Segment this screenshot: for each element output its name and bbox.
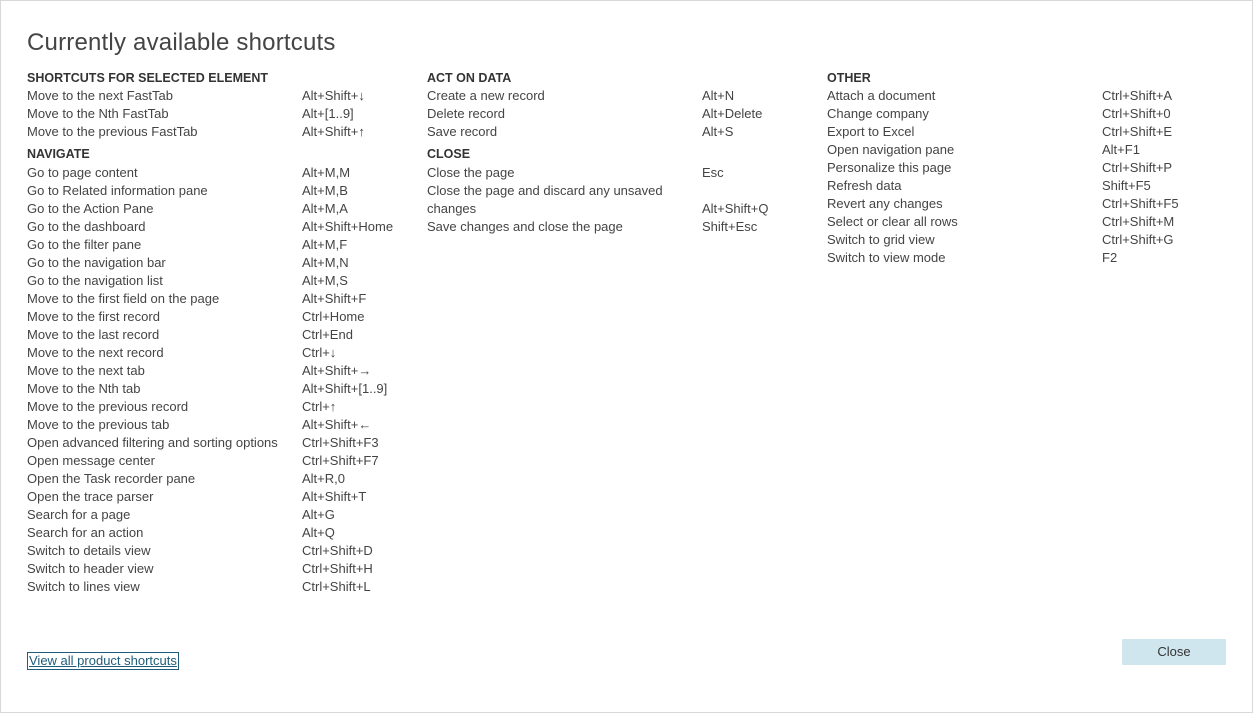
shortcut-keys: Ctrl+End	[302, 327, 353, 342]
shortcut-row	[27, 434, 407, 452]
shortcut-row	[27, 326, 407, 344]
shortcut-keys: Alt+[1..9]	[302, 106, 354, 121]
shortcut-row	[827, 123, 1227, 141]
section-heading: OTHER	[827, 71, 871, 85]
shortcut-action-label: Select or clear all rows	[827, 214, 958, 229]
shortcut-row	[27, 452, 407, 470]
shortcut-action-label: Open message center	[27, 453, 155, 468]
shortcut-keys: Ctrl+Shift+D	[302, 543, 373, 558]
shortcut-action-label: Switch to header view	[27, 561, 154, 576]
shortcut-row	[27, 200, 407, 218]
shortcut-keys: Alt+Shift+←	[302, 417, 372, 432]
shortcut-action-label: Save changes and close the page	[427, 219, 623, 234]
shortcut-row	[27, 218, 407, 236]
shortcut-action-label: Move to the first record	[27, 309, 160, 324]
shortcut-keys: Ctrl+Shift+M	[1102, 214, 1175, 229]
shortcut-row	[27, 362, 407, 380]
shortcut-keys: Esc	[702, 165, 724, 180]
shortcut-row	[827, 231, 1227, 249]
shortcut-action-label: Export to Excel	[827, 124, 915, 139]
shortcut-action-label: Go to the navigation list	[27, 273, 163, 288]
shortcut-keys: Alt+S	[702, 124, 734, 139]
shortcut-row	[27, 164, 407, 182]
shortcut-action-label: Open advanced filtering and sorting options	[27, 435, 278, 450]
shortcut-row	[27, 290, 407, 308]
section-heading: ACT ON DATA	[427, 71, 512, 85]
shortcut-keys: Alt+Shift+↓	[302, 88, 365, 103]
shortcut-action-label: Go to the dashboard	[27, 219, 146, 234]
shortcut-keys: Ctrl+↑	[302, 399, 337, 414]
shortcut-keys: Alt+Q	[302, 525, 335, 540]
shortcut-row	[27, 272, 407, 290]
shortcut-action-label: Move to the last record	[27, 327, 160, 342]
shortcut-action-label: Switch to grid view	[827, 232, 935, 247]
shortcut-row	[827, 87, 1227, 105]
shortcut-row	[427, 164, 807, 182]
shortcut-keys: Ctrl+↓	[302, 345, 337, 360]
shortcut-action-label: Search for a page	[27, 507, 131, 522]
shortcut-keys: Ctrl+Shift+E	[1102, 124, 1173, 139]
shortcut-row	[27, 488, 407, 506]
shortcut-row	[827, 213, 1227, 231]
shortcut-keys: Alt+M,N	[302, 255, 349, 270]
shortcut-section	[27, 145, 407, 596]
shortcut-row	[427, 87, 807, 105]
section-heading: SHORTCUTS FOR SELECTED ELEMENT	[27, 71, 268, 85]
shortcut-action-label: Switch to view mode	[827, 250, 946, 265]
shortcut-action-label: Close the page	[427, 165, 515, 180]
shortcut-row	[27, 524, 407, 542]
shortcut-row	[827, 159, 1227, 177]
shortcut-keys: Ctrl+Shift+P	[1102, 160, 1173, 175]
shortcut-row	[27, 344, 407, 362]
shortcut-row	[27, 470, 407, 488]
shortcut-action-label: Move to the previous record	[27, 399, 189, 414]
shortcut-keys: Alt+M,A	[302, 201, 348, 216]
shortcut-action-label: Create a new record	[427, 88, 545, 103]
shortcut-section	[427, 69, 807, 141]
shortcut-section	[27, 69, 407, 141]
shortcut-keys: Ctrl+Shift+H	[302, 561, 373, 576]
view-all-shortcuts-link[interactable]: View all product shortcuts	[29, 653, 177, 668]
shortcut-action-label: Change company	[827, 106, 929, 121]
shortcut-action-label: Delete record	[427, 106, 506, 121]
shortcut-section	[427, 145, 807, 236]
shortcut-action-label: Open the trace parser	[27, 489, 154, 504]
shortcut-keys: Alt+Shift+↑	[302, 124, 365, 139]
shortcut-row	[27, 398, 407, 416]
shortcut-row	[427, 123, 807, 141]
shortcut-row	[427, 218, 807, 236]
shortcut-keys: Ctrl+Home	[302, 309, 365, 324]
shortcut-action-label: Save record	[427, 124, 498, 139]
shortcut-row	[27, 236, 407, 254]
shortcut-keys: Alt+Delete	[702, 106, 763, 121]
shortcut-keys: Alt+Shift+F	[302, 291, 367, 306]
shortcut-keys: Ctrl+Shift+A	[1102, 88, 1173, 103]
shortcut-action-label: Open the Task recorder pane	[27, 471, 196, 486]
shortcut-action-label: Go to the Action Pane	[27, 201, 154, 216]
shortcut-keys: Alt+R,0	[302, 471, 345, 486]
shortcut-keys: Ctrl+Shift+F7	[302, 453, 379, 468]
shortcut-section	[827, 69, 1227, 267]
shortcut-keys: Ctrl+Shift+L	[302, 579, 371, 594]
shortcut-action-label: Attach a document	[827, 88, 936, 103]
shortcut-action-label: Search for an action	[27, 525, 144, 540]
dialog-title: Currently available shortcuts	[27, 29, 336, 56]
section-heading: CLOSE	[427, 147, 471, 161]
shortcut-row	[27, 560, 407, 578]
shortcut-keys: Alt+Shift+T	[302, 489, 367, 504]
shortcut-row	[827, 195, 1227, 213]
shortcut-action-label: Move to the previous tab	[27, 417, 170, 432]
shortcut-keys: Alt+Shift+Q	[702, 201, 769, 216]
shortcut-keys: F2	[1102, 250, 1118, 265]
shortcut-keys: Alt+M,F	[302, 237, 348, 252]
shortcut-column-1	[27, 67, 407, 596]
shortcut-row	[827, 177, 1227, 195]
shortcut-action-label: Move to the first field on the page	[27, 291, 220, 306]
shortcut-keys: Alt+M,B	[302, 183, 348, 198]
shortcut-row	[27, 123, 407, 141]
shortcut-keys: Alt+Shift+[1..9]	[302, 381, 388, 396]
shortcut-row	[827, 249, 1227, 267]
shortcut-row	[27, 542, 407, 560]
shortcut-action-label: Move to the Nth FastTab	[27, 106, 169, 121]
shortcut-action-label: Move to the Nth tab	[27, 381, 141, 396]
shortcut-keys: Alt+Shift+→	[302, 363, 372, 378]
shortcut-action-label: Move to the previous FastTab	[27, 124, 198, 139]
shortcut-action-label: Go to the navigation bar	[27, 255, 166, 270]
shortcut-keys: Ctrl+Shift+G	[1102, 232, 1174, 247]
shortcut-action-label: Refresh data	[827, 178, 902, 193]
shortcut-keys: Alt+M,S	[302, 273, 348, 288]
shortcut-action-label: Move to the next FastTab	[27, 88, 173, 103]
shortcut-keys: Ctrl+Shift+F3	[302, 435, 379, 450]
shortcut-row	[27, 182, 407, 200]
shortcut-keys: Alt+F1	[1102, 142, 1140, 157]
shortcut-column-3	[827, 67, 1227, 267]
shortcut-keys: Alt+G	[302, 507, 335, 522]
shortcut-row	[27, 308, 407, 326]
shortcut-keys: Shift+Esc	[702, 219, 758, 234]
shortcut-row	[427, 105, 807, 123]
shortcut-row	[427, 182, 807, 218]
shortcut-action-label: Move to the next tab	[27, 363, 145, 378]
shortcut-row	[27, 416, 407, 434]
shortcut-row	[27, 87, 407, 105]
shortcut-row	[827, 105, 1227, 123]
close-button[interactable]: Close	[1122, 639, 1226, 665]
shortcut-action-label: Switch to details view	[27, 543, 151, 558]
shortcut-row	[27, 254, 407, 272]
shortcut-action-label: Personalize this page	[827, 160, 952, 175]
shortcut-action-label: Close the page and discard any unsaved changes	[427, 183, 663, 216]
shortcut-action-label: Go to the filter pane	[27, 237, 142, 252]
shortcut-action-label: Go to page content	[27, 165, 138, 180]
section-heading: NAVIGATE	[27, 147, 90, 161]
shortcut-row	[27, 380, 407, 398]
shortcut-keys: Alt+Shift+Home	[302, 219, 394, 234]
shortcut-keys: Alt+N	[702, 88, 735, 103]
shortcut-column-2	[427, 67, 807, 236]
shortcut-action-label: Revert any changes	[827, 196, 943, 211]
shortcut-keys: Alt+M,M	[302, 165, 351, 180]
shortcut-row	[27, 105, 407, 123]
shortcut-keys: Ctrl+Shift+0	[1102, 106, 1171, 121]
shortcut-action-label: Switch to lines view	[27, 579, 140, 594]
shortcut-row	[27, 578, 407, 596]
shortcut-row	[27, 506, 407, 524]
shortcut-keys: Ctrl+Shift+F5	[1102, 196, 1179, 211]
shortcut-action-label: Open navigation pane	[827, 142, 955, 157]
shortcut-action-label: Move to the next record	[27, 345, 164, 360]
shortcut-keys: Shift+F5	[1102, 178, 1151, 193]
shortcut-action-label: Go to Related information pane	[27, 183, 208, 198]
shortcut-row	[827, 141, 1227, 159]
